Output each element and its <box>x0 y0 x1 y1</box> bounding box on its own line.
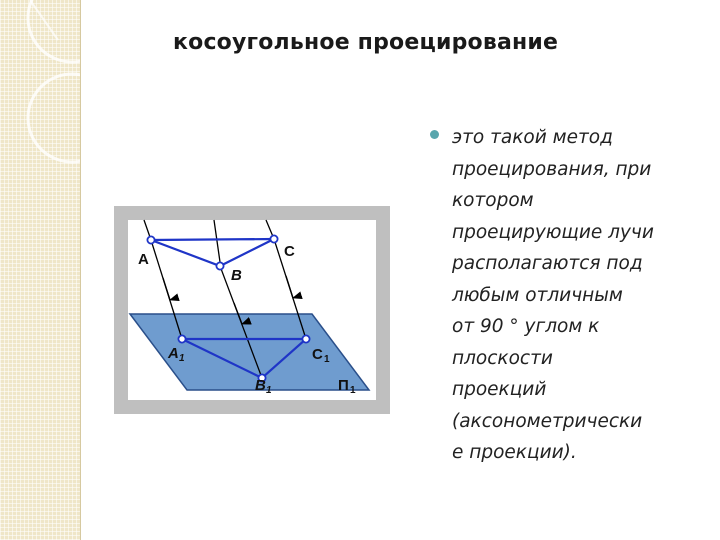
point-c1-marker <box>302 335 309 342</box>
label-plane-sub: 1 <box>350 385 356 396</box>
bullet-text: это такой метод проецирования, при котором проецирующие лучи располагаются под любым отличным от 90 ° углом к плоскости проекций (аксонометрически е проекции). <box>452 127 654 463</box>
label-a: A <box>138 251 149 268</box>
bullet-dot-icon <box>430 130 439 139</box>
slide-title: косоугольное проецирование <box>173 30 559 55</box>
label-b: B <box>231 267 242 284</box>
label-a1-sub: 1 <box>179 353 185 364</box>
point-a1-marker <box>178 335 185 342</box>
point-c-marker <box>270 235 277 242</box>
label-plane: П <box>338 377 349 394</box>
point-b-marker <box>216 262 223 269</box>
projection-diagram <box>114 206 390 414</box>
label-c: C <box>284 243 295 260</box>
label-a1: A <box>168 345 179 362</box>
label-c1-sub: 1 <box>324 354 330 365</box>
decorative-arcs <box>0 0 80 180</box>
decorative-side-strip <box>0 0 81 540</box>
point-a-marker <box>147 236 154 243</box>
oblique-projection-figure <box>114 206 390 414</box>
label-c1: C <box>312 346 323 363</box>
label-b1: B <box>255 377 266 394</box>
label-b1-sub: 1 <box>266 385 272 396</box>
